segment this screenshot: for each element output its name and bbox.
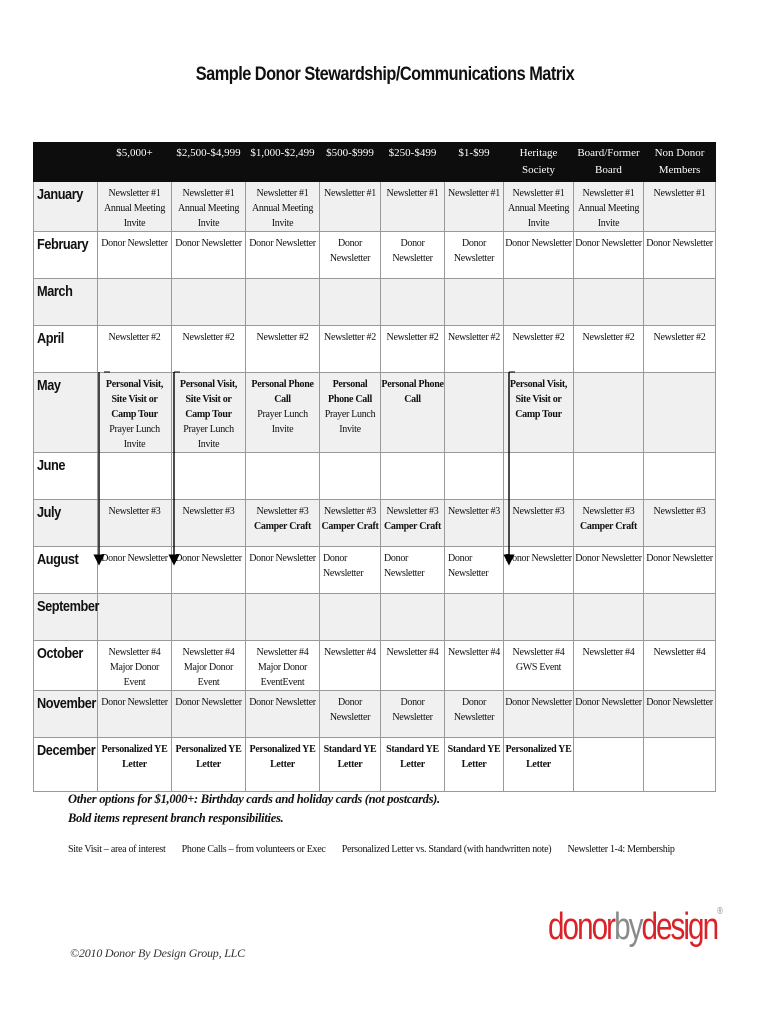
cell-item: Donor Newsletter [448,553,489,579]
cell-item: Newsletter #4 [108,647,161,658]
note-line: Bold items represent branch responsibilities. [68,811,284,825]
month-label [34,453,98,500]
cell-item: Prayer Lunch Invite [324,409,376,435]
branch-item: Personalized YE Letter [101,744,168,770]
month-row [34,326,716,373]
cell-item: Donor Newsletter [175,553,242,564]
cell-item: Donor Newsletter [575,553,642,564]
matrix-cell [381,453,445,500]
month-label [34,641,98,691]
month-row [34,547,716,594]
matrix-cell [320,500,381,547]
matrix-cell [644,373,716,453]
cell-item: Newsletter #3 [582,506,635,517]
month-row [34,373,716,453]
matrix-cell [644,279,716,326]
month-name: February [37,236,89,253]
matrix-cell [504,279,574,326]
matrix-cell [320,373,381,453]
month-label [34,373,98,453]
matrix-cell [504,326,574,373]
matrix-cell [504,691,574,738]
matrix-cell [504,500,574,547]
matrix-cell [246,547,320,594]
matrix-cell [246,500,320,547]
matrix-cell [320,232,381,279]
month-label [34,326,98,373]
month-row [34,594,716,641]
cell-item: Donor Newsletter [646,238,713,249]
matrix-cell [98,738,172,792]
cell-item: Annual Meeting Invite [177,203,240,229]
cell-item: Newsletter #4 [582,647,635,658]
cell-item: Major Donor Event [109,662,160,688]
matrix-cell [445,279,504,326]
matrix-cell [320,326,381,373]
matrix-cell [644,547,716,594]
matrix-cell [574,547,644,594]
logo-text-donor: donor [548,906,615,948]
month-name: June [37,457,66,474]
matrix-cell [246,641,320,691]
cell-item: Donor Newsletter [575,238,642,249]
matrix-cell [644,641,716,691]
cell-item: Newsletter #1 [653,188,706,199]
cell-item: GWS Event [515,662,562,673]
matrix-cell [381,594,445,641]
column-header: $250-$499 [381,143,445,182]
matrix-cell [246,326,320,373]
cell-item: Donor Newsletter [175,238,242,249]
matrix-cell [381,373,445,453]
matrix-cell [574,182,644,232]
cell-item: Annual Meeting Invite [577,203,640,229]
header-row [34,143,716,182]
matrix-cell [504,594,574,641]
matrix-cell [381,691,445,738]
cell-item: Newsletter #3 [324,506,376,517]
cell-item: Newsletter #1 [386,188,439,199]
matrix-cell [246,691,320,738]
matrix-cell [644,691,716,738]
legend [68,844,689,855]
page-title: Sample Donor Stewardship/Communications Matrix [195,64,575,85]
matrix-cell [172,279,246,326]
legend-item: Site Visit – area of interest [68,844,166,855]
matrix-cell [98,279,172,326]
matrix-cell [320,547,381,594]
month-name: October [37,645,83,662]
matrix-cell [381,738,445,792]
month-name: April [37,330,64,347]
matrix-cell [644,232,716,279]
cell-item: Newsletter #3 [653,506,706,517]
cell-item: Donor Newsletter [646,553,713,564]
cell-item: Newsletter #3 [182,506,235,517]
cell-item: Donor Newsletter [249,238,316,249]
matrix-cell [98,547,172,594]
column-header: $2,500-$4,999 [172,143,246,182]
matrix-cell [504,373,574,453]
cell-item: Donor Newsletter [453,238,495,264]
matrix-cell [172,453,246,500]
matrix-cell [246,373,320,453]
column-header: Non Donor Members [644,143,716,182]
matrix-cell [98,453,172,500]
cell-item: Newsletter #1 [582,188,635,199]
matrix-cell [504,547,574,594]
matrix-cell [381,641,445,691]
month-row [34,691,716,738]
branch-item: Personalized YE Letter [175,744,242,770]
matrix-cell [98,500,172,547]
matrix-cell [98,691,172,738]
matrix-cell [381,326,445,373]
matrix-cell [574,691,644,738]
matrix-cell [172,738,246,792]
branch-item: Personal Visit, Site Visit or Camp Tour [509,379,568,420]
legend-item: Personalized Letter vs. Standard (with handwritten note) [341,844,552,855]
month-name: May [37,377,61,394]
cell-item: Annual Meeting Invite [507,203,570,229]
cell-item: Newsletter #4 [324,647,376,658]
matrix-cell [172,500,246,547]
matrix-cell [644,594,716,641]
cell-item: Newsletter #2 [256,332,309,343]
matrix-cell [381,547,445,594]
matrix-cell [644,326,716,373]
stewardship-matrix [33,142,716,792]
column-header: Board/Former Board [574,143,644,182]
matrix-cell [504,182,574,232]
cell-item: Donor Newsletter [575,697,642,708]
cell-item: Newsletter #2 [582,332,635,343]
matrix-cell [172,691,246,738]
cell-item: Donor Newsletter [101,553,168,564]
cell-item: Donor Newsletter [175,697,242,708]
month-row [34,641,716,691]
matrix-cell [98,182,172,232]
branch-item: Personal Phone Call [381,379,444,405]
matrix-cell [246,594,320,641]
cell-item: Newsletter #4 [512,647,565,658]
copyright: ©2010 Donor By Design Group, LLC [70,946,245,960]
matrix-cell [574,279,644,326]
matrix-cell [504,738,574,792]
matrix-cell [574,453,644,500]
cell-item: Donor Newsletter [505,238,572,249]
cell-item: Donor Newsletter [392,697,433,723]
month-label [34,547,98,594]
matrix-cell [98,326,172,373]
cell-item: Newsletter #3 [448,506,500,517]
note-line: Other options for $1,000+: Birthday cards and holiday cards (not postcards). [68,792,440,806]
cell-item: Newsletter #2 [182,332,235,343]
month-name: December [37,742,96,759]
matrix-cell [320,279,381,326]
cell-item: Donor Newsletter [453,697,495,723]
month-label [34,738,98,792]
branch-item: Standard YE Letter [323,744,377,770]
cell-item: Prayer Lunch Invite [257,409,308,435]
cell-item: Donor Newsletter [646,697,713,708]
matrix-cell [381,232,445,279]
cell-item: Newsletter #4 [182,647,235,658]
cell-item: Newsletter #4 [386,647,439,658]
cell-item: Donor Newsletter [505,697,572,708]
matrix-cell [574,641,644,691]
month-label [34,182,98,232]
matrix-cell [445,547,504,594]
matrix-cell [574,738,644,792]
cell-item: Newsletter #1 [448,188,500,199]
cell-item: Newsletter #1 [324,188,376,199]
matrix-cell [574,500,644,547]
logo-text-by: by [614,906,642,948]
cell-item: Newsletter #4 [653,647,706,658]
column-header: $5,000+ [98,143,172,182]
matrix-cell [172,182,246,232]
matrix-cell [98,641,172,691]
cell-item: Newsletter #1 [512,188,565,199]
matrix-cell [381,500,445,547]
cell-item: Newsletter #2 [324,332,376,343]
header-corner [34,143,98,182]
cell-item: Donor Newsletter [505,553,572,564]
cell-item: Newsletter #4 [448,647,500,658]
cell-item: Newsletter #2 [386,332,439,343]
matrix-cell [320,691,381,738]
cell-item: Annual Meeting Invite [251,203,314,229]
matrix-cell [246,453,320,500]
company-logo [548,906,723,949]
matrix-cell [445,500,504,547]
cell-item: Major Donor Event [183,662,234,688]
matrix-cell [445,182,504,232]
cell-item: Newsletter #3 [512,506,565,517]
matrix-cell [445,738,504,792]
branch-item: Camper Craft [383,521,442,532]
branch-item: Personal Visit, Site Visit or Camp Tour [179,379,238,420]
matrix-cell [644,500,716,547]
branch-item: Standard YE Letter [447,744,501,770]
matrix-cell [320,641,381,691]
matrix-cell [246,738,320,792]
cell-item: Newsletter #3 [256,506,309,517]
matrix-cell [172,373,246,453]
matrix-cell [644,738,716,792]
column-header: Heritage Society [504,143,574,182]
cell-item: Donor Newsletter [323,553,364,579]
legend-item: Newsletter 1-4: Membership [567,844,675,855]
matrix-cell [504,453,574,500]
month-name: March [37,283,73,300]
cell-item: Donor Newsletter [101,697,168,708]
branch-item: Personalized YE Letter [505,744,572,770]
matrix-cell [574,326,644,373]
matrix-cell [320,453,381,500]
branch-item: Personal Visit, Site Visit or Camp Tour [105,379,164,420]
cell-item: Annual Meeting Invite [103,203,166,229]
logo-text-design: design [641,906,718,948]
matrix-cell [504,232,574,279]
matrix-cell [320,738,381,792]
month-row [34,279,716,326]
month-row [34,500,716,547]
cell-item: Prayer Lunch Invite [183,424,234,450]
matrix-cell [445,373,504,453]
month-label [34,691,98,738]
matrix-cell [644,453,716,500]
notes [68,790,440,828]
month-name: August [37,551,79,568]
branch-item: Camper Craft [253,521,312,532]
cell-item: Donor Newsletter [249,697,316,708]
matrix-cell [172,594,246,641]
branch-item: Personal Phone Call [328,379,372,405]
matrix-cell [445,232,504,279]
cell-item: Newsletter #3 [108,506,161,517]
cell-item: Newsletter #2 [512,332,565,343]
matrix-cell [98,594,172,641]
matrix-cell [445,691,504,738]
matrix-cell [381,279,445,326]
matrix-cell [246,232,320,279]
month-row [34,738,716,792]
month-label [34,232,98,279]
month-label [34,500,98,547]
month-name: September [37,598,100,615]
month-row [34,453,716,500]
matrix-cell [644,182,716,232]
month-row [34,182,716,232]
matrix-cell [172,641,246,691]
matrix-cell [246,279,320,326]
cell-item: Donor Newsletter [329,697,371,723]
matrix-cell [574,594,644,641]
cell-item: Newsletter #1 [256,188,309,199]
branch-item: Personal Phone Call [251,379,314,405]
matrix-cell [98,232,172,279]
cell-item: Newsletter #1 [108,188,161,199]
cell-item: Donor Newsletter [384,553,425,579]
month-name: November [37,695,96,712]
matrix-cell [98,373,172,453]
month-row [34,232,716,279]
registered-mark: ® [717,906,723,917]
column-header: $500-$999 [320,143,381,182]
cell-item: Newsletter #2 [653,332,706,343]
matrix-cell [445,594,504,641]
column-header: $1-$99 [445,143,504,182]
branch-item: Personalized YE Letter [249,744,316,770]
matrix-cell [445,641,504,691]
month-name: January [37,186,83,203]
cell-item: Prayer Lunch Invite [109,424,160,450]
month-name: July [37,504,61,521]
cell-item: Newsletter #4 [256,647,309,658]
branch-item: Camper Craft [579,521,638,532]
cell-item: Newsletter #3 [386,506,439,517]
cell-item: Donor Newsletter [329,238,371,264]
matrix-cell [574,232,644,279]
matrix-cell [445,453,504,500]
matrix-cell [320,594,381,641]
month-label [34,279,98,326]
branch-item: Standard YE Letter [386,744,439,770]
column-header: $1,000-$2,499 [246,143,320,182]
cell-item: Donor Newsletter [392,238,433,264]
matrix-cell [445,326,504,373]
legend-item: Phone Calls – from volunteers or Exec [181,844,326,855]
matrix-cell [172,326,246,373]
cell-item: Major Donor EventEvent [257,662,308,688]
month-label [34,594,98,641]
matrix-cell [504,641,574,691]
matrix-cell [172,547,246,594]
matrix-cell [246,182,320,232]
matrix-cell [381,182,445,232]
branch-item: Camper Craft [321,521,379,532]
cell-item: Donor Newsletter [101,238,168,249]
matrix-cell [320,182,381,232]
cell-item: Newsletter #1 [182,188,235,199]
matrix-cell [574,373,644,453]
cell-item: Donor Newsletter [249,553,316,564]
matrix-cell [172,232,246,279]
cell-item: Newsletter #2 [448,332,500,343]
cell-item: Newsletter #2 [108,332,161,343]
